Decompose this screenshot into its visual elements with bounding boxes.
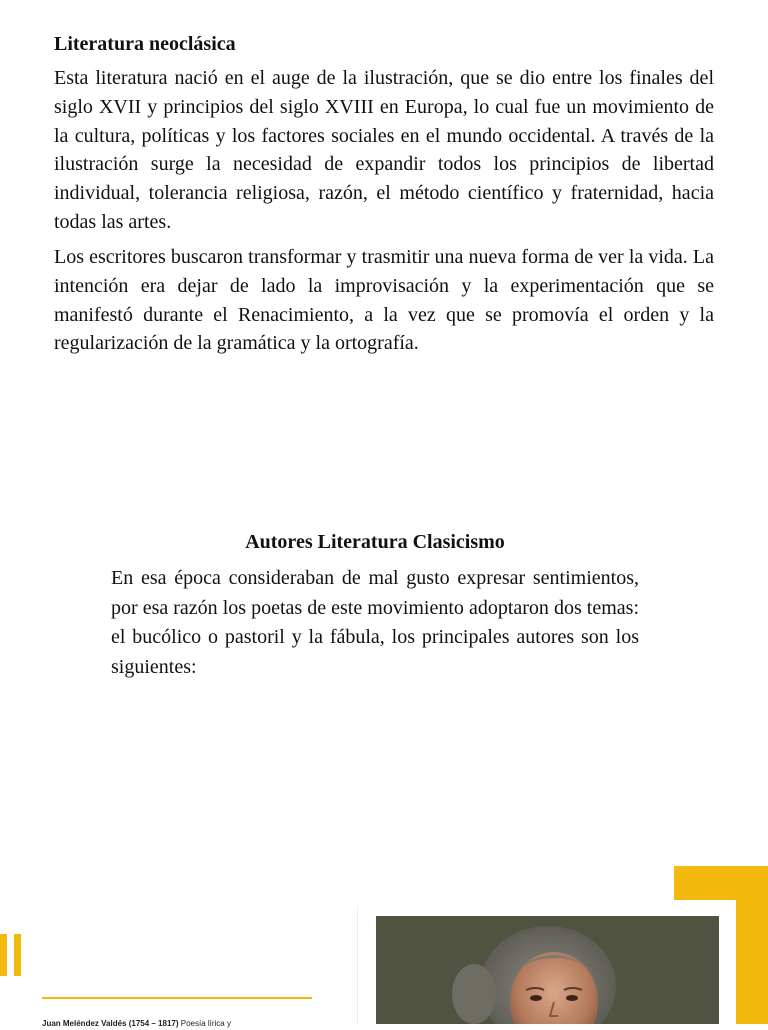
section-heading-literatura-neoclasica: Literatura neoclásica <box>54 33 236 55</box>
section-heading-autores: Autores Literatura Clasicismo <box>245 531 505 553</box>
slide-divider <box>357 906 358 1024</box>
author-portrait-image <box>376 916 719 1024</box>
paragraph-escritores: Los escritores buscaron transformar y trasmitir una nueva forma de ver la vida. La intención era dejar de lado la improvisación y la experimentación que se manifestó durante el Renacimiento, a la vez que se promovía el orden y la regularización de la gramática y la ortografía. <box>54 246 714 355</box>
paragraph-autores-intro: En esa época consideraban de mal gusto expresar sentimientos, por esa razón los poetas de este movimiento adoptaron dos temas: el bucólico o pastoril y la fábula, los principales autores son los siguientes: <box>111 567 639 678</box>
caption-underline <box>42 997 312 999</box>
paragraph-ilustracion: Esta literatura nació en el auge de la ilustración, que se dio entre los finales del siglo XVII y principios del siglo XVIII en Europa, lo cual fue un movimiento de la cultura, políticas y los factores sociales en el mundo occidental. A través de la ilustración surge la necesidad de expandir todos los principios de libertad individual, tolerancia religiosa, razón, el método científico y fraternidad, hacia todas las artes. <box>54 67 714 233</box>
portrait-painting-svg <box>376 916 719 1024</box>
author-caption-name: Juan Meléndez Valdés (1754 – 1817) <box>42 1019 179 1028</box>
author-caption-rest: Poesía lírica y <box>178 1019 231 1028</box>
author-caption <box>42 1018 312 1030</box>
